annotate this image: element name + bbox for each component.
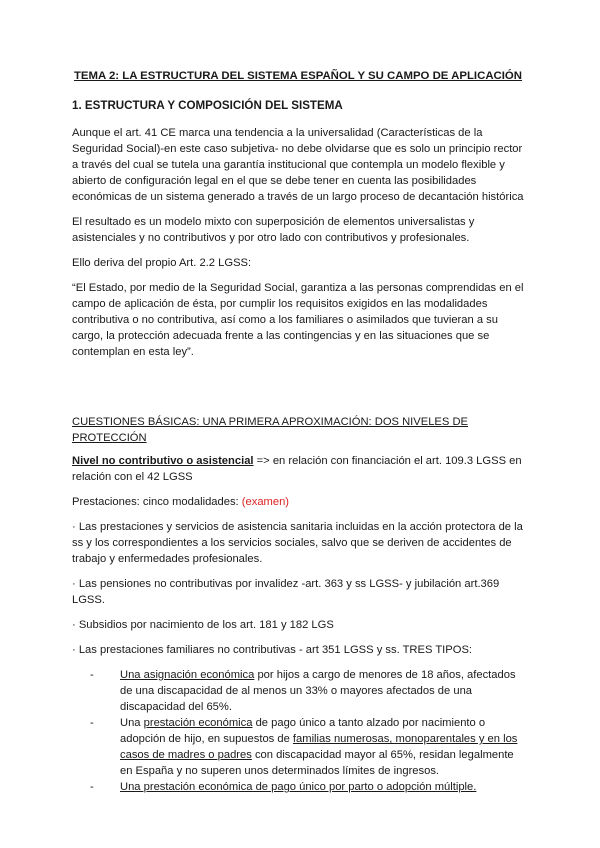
list-item: · Las prestaciones y servicios de asistencia sanitaria incluidas en la acción protectora de la ss y los correspondientes a los servicios sociales, salvo que se deriven de accidentes de trabajo y enfermedades profesionales. <box>72 521 523 565</box>
paragraph-art-lgss: Ello deriva del propio Art. 2.2 LGSS: <box>72 257 252 269</box>
tipo-1-underlined: Una asignación económica <box>120 669 255 681</box>
dash-bullet: - <box>90 717 94 729</box>
section-heading-estructura: 1. ESTRUCTURA Y COMPOSICIÓN DEL SISTEMA <box>72 99 343 112</box>
tipo-2-text-c: con discapacidad mayor al 65%, residan legalmente en España y no superen unos determinados límites de ingresos. <box>120 749 514 777</box>
tipo-3-underlined: Una prestación económica de pago único por parto o adopción múltiple. <box>120 781 477 793</box>
paragraph-universalidad: Aunque el art. 41 CE marca una tendencia a la universalidad (Características de la Seguridad Social)-en este caso subjetiva- no debe olvidarse que es solo un principio rector a través del cual se tutela una garantía institucional que contempla un modelo flexible y abierto de configuración legal en el que se debe tener en cuenta las posibilidades económicas de un sistema generado a través de un largo proceso de decantación histórica <box>72 127 524 203</box>
paragraph-nivel-no-contributivo <box>72 453 524 485</box>
tipo-item-parto-multiple <box>90 779 524 795</box>
dash-bullet: - <box>90 781 94 793</box>
tipo-2-text-a: Una <box>120 717 144 729</box>
tipo-1-text: por hijos a cargo de menores de 18 años, afectados de una discapacidad de al menos un 33% o mayores afectados de una discapacidad del 65%. <box>120 669 516 713</box>
list-item: · Subsidios por nacimiento de los art. 181 y 182 LGS <box>72 619 334 631</box>
list-item: · Las prestaciones familiares no contributivas - art 351 LGSS y ss. TRES TIPOS: <box>72 644 473 656</box>
tipo-2-underlined-2: familias numerosas, monoparentales y en los casos de madres o padres <box>120 733 518 761</box>
dash-bullet: - <box>90 669 94 681</box>
document-title: TEMA 2: LA ESTRUCTURA DEL SISTEMA ESPAÑOL Y SU CAMPO DE APLICACIÓN <box>73 70 523 82</box>
paragraph-prestaciones <box>72 494 524 510</box>
nivel-label: Nivel no contributivo o asistencial <box>72 455 254 467</box>
nivel-text: => en relación con financiación el art. 109.3 LGSS en relación con el 42 LGSS <box>72 455 522 483</box>
tipo-item-asignacion <box>90 667 524 715</box>
examen-note: (examen) <box>241 496 290 508</box>
list-item: · Las pensiones no contributivas por invalidez -art. 363 y ss LGSS- y jubilación art.369 LGSS. <box>72 578 500 606</box>
tipo-2-text-b: de pago único a tanto alzado por nacimiento o adopción de hijo, en supuestos de <box>120 717 486 745</box>
quote-art-2-2: “El Estado, por medio de la Seguridad Social, garantiza a las personas comprendidas en el campo de aplicación de ésta, por cumplir los requisitos exigidos en las modalidades contributiva o no contributiva, así como a los familiares o asimilados que tuvieran a su cargo, la protección adecuada frente a las contingencias y en las situaciones que se contemplan en esta ley”. <box>72 282 524 358</box>
tipos-list <box>72 667 524 795</box>
tipo-2-underlined-1: prestación económica <box>143 717 253 729</box>
document-page <box>72 68 524 795</box>
paragraph-modelo-mixto: El resultado es un modelo mixto con superposición de elementos universalistas y asistenciales y no contributivos y por otro lado con contributivos y profesionales. <box>72 216 475 244</box>
prestaciones-label: Prestaciones: cinco modalidades: <box>72 496 242 508</box>
tipo-item-prestacion-nacimiento <box>90 715 524 779</box>
section-heading-cuestiones: CUESTIONES BÁSICAS: UNA PRIMERA APROXIMACIÓN: DOS NIVELES DE PROTECCIÓN <box>72 416 469 444</box>
